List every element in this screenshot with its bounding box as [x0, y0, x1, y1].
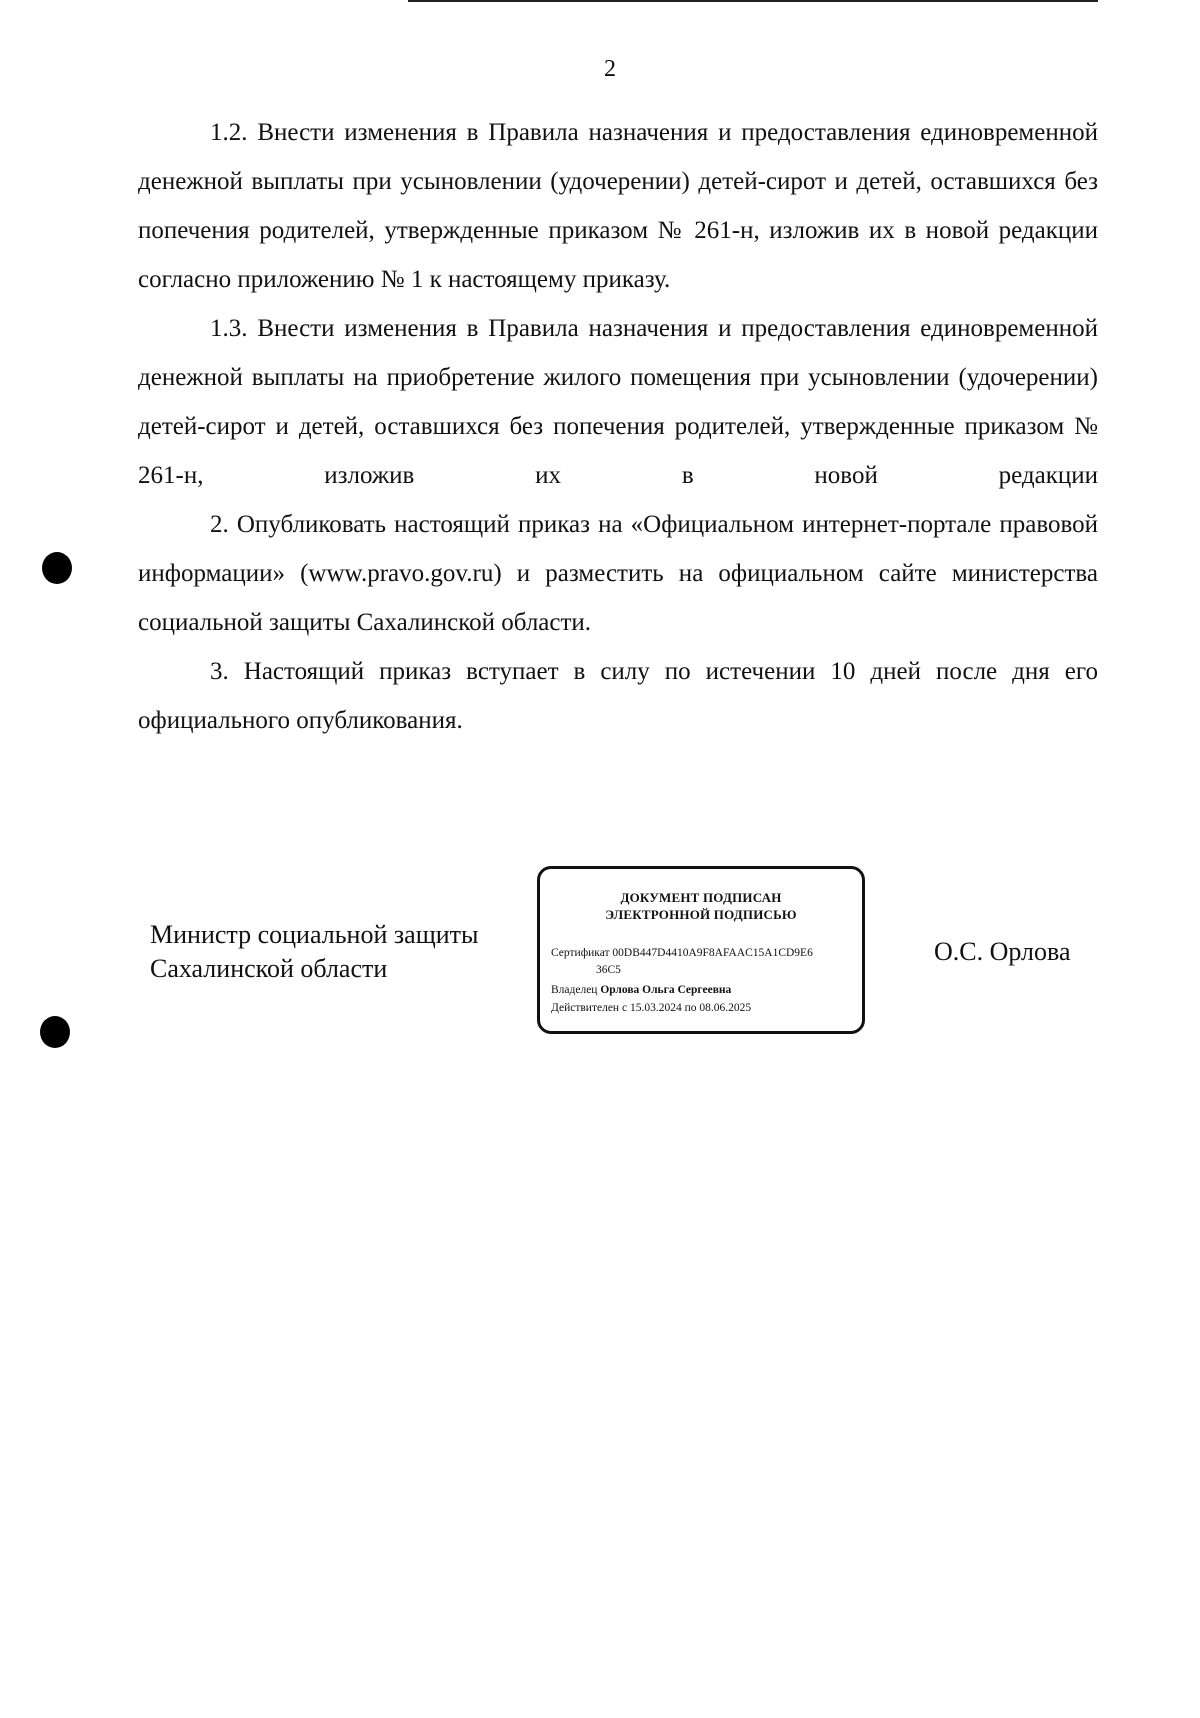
owner-value: Орлова Ольга Сергеевна — [600, 984, 732, 996]
punch-hole — [42, 552, 72, 584]
owner-label: Владелец — [551, 984, 598, 996]
document-body — [138, 108, 1098, 745]
certificate-value-cont: 36C5 — [596, 964, 621, 976]
top-rule — [408, 0, 1098, 2]
signatory-title — [150, 918, 478, 986]
signatory-title-line: Министр социальной защиты — [150, 920, 479, 949]
signatory-name: О.С. Орлова — [934, 937, 1071, 966]
stamp-validity: Действителен с 15.03.2024 по 08.06.2025 — [551, 1002, 752, 1014]
paragraph-1-3: 1.3. Внести изменения в Правила назначения и предоставления единовременной денежной выплаты на приобретение жилого помещения при усыновлении (удочерении) детей-сирот и детей, оставшихся без попечения родителей, утвержденные приказом № 261-н, изложив их в новой редакции — [138, 315, 1098, 489]
page-number: 2 — [604, 56, 616, 82]
certificate-value: 00DB447D4410A9F8AFAAC15A1CD9E6 — [612, 947, 813, 959]
punch-hole — [40, 1016, 70, 1048]
paragraph-3: 3. Настоящий приказ вступает в силу по истечении 10 дней после дня его официального опубликования. — [138, 658, 1098, 734]
signatory-title-line: Сахалинской области — [150, 954, 388, 983]
paragraph-2: 2. Опубликовать настоящий приказ на «Официальном интернет-портале правовой информации» (www.pravo.gov.ru) и разместить на официальном сайте министерства социальной защиты Сахалинской области. — [138, 511, 1098, 636]
stamp-certificate — [551, 946, 813, 960]
electronic-signature-stamp — [537, 866, 865, 1034]
stamp-header-line: ДОКУМЕНТ ПОДПИСАН — [620, 890, 782, 905]
certificate-label: Сертификат — [551, 947, 610, 959]
stamp-header — [540, 889, 862, 923]
paragraph-1-2: 1.2. Внести изменения в Правила назначения и предоставления единовременной денежной выплаты при усыновлении (удочерении) детей-сирот и детей, оставшихся без попечения родителей, утвержденные приказом № 261-н, изложив их в новой редакции согласно приложению № 1 к настоящему приказу. — [138, 119, 1098, 293]
stamp-owner — [551, 983, 731, 997]
stamp-header-line: ЭЛЕКТРОННОЙ ПОДПИСЬЮ — [605, 907, 797, 922]
